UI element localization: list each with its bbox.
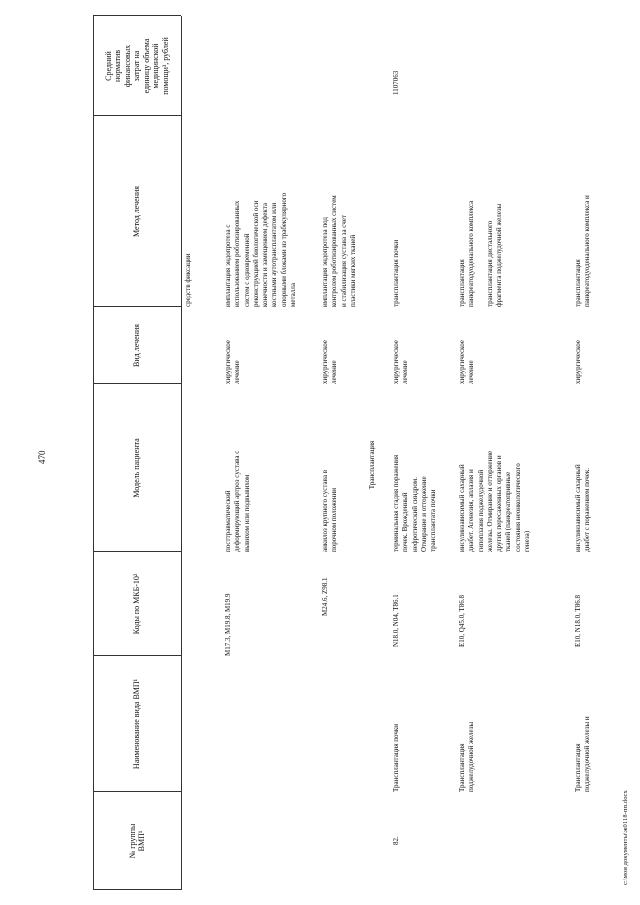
method-cell: трансплантация панкреатодуоденального комплекса и xyxy=(574,195,592,307)
page-number: 470 xyxy=(37,450,47,464)
header-vmp-name: Наименование вида ВМП¹ xyxy=(132,678,142,770)
method-cell: трансплантация дистального фрагмента поджелудочной железы xyxy=(486,203,504,307)
treatment-type-cell: хирургическое лечение xyxy=(458,340,476,384)
vmp-name-cell: Трансплантация поджелудочной железы и xyxy=(574,716,592,792)
patient-model-cell: терминальная стадия поражения почек. Врожденный нефротический синдром. Отмирание и отторжение трансплантата почки xyxy=(392,454,438,552)
method-cell: имплантация эндопротеза с использованием роботизированных систем с одновременной реконструкцией биологической оси конечности и замещением дефекта костными аутотрансплантатом или опорными блоками из трабекулярного металла xyxy=(224,192,298,307)
footer-file-path: c:\мои документы\ж0118-пп.docx xyxy=(622,790,629,885)
avg-cost-cell: 1107063 xyxy=(392,70,400,95)
header-treatment-type: Вид лечения xyxy=(132,324,142,367)
header-treatment-method: Метод лечения xyxy=(132,186,142,237)
group-number-cell: 82. xyxy=(392,836,400,845)
icd-codes-cell: M24.6, Z98.1 xyxy=(321,577,329,616)
icd-codes-cell: E10, Q45.0, T86.8 xyxy=(458,595,466,647)
icd-codes-cell: E10, N18.0, T86.8 xyxy=(574,595,582,647)
method-cell: трансплантация панкреатодуоденального комплекса xyxy=(458,200,476,307)
treatment-type-cell: хирургическое лечение xyxy=(392,340,410,384)
patient-model-cell: инсулинзависимый сахарный диабет с поражением почек. xyxy=(574,464,592,552)
header-patient-model: Модель пациента xyxy=(132,438,142,498)
icd-codes-cell: N18.0, N04, T86.1 xyxy=(392,594,400,647)
table-header-bottom-border xyxy=(181,16,182,890)
section-heading: Трансплантация xyxy=(368,440,376,490)
treatment-type-cell: хирургическое лечение xyxy=(224,340,242,384)
header-group-no: № группы ВМП¹ xyxy=(127,823,146,859)
vmp-name-cell: Трансплантация поджелудочной железы xyxy=(458,721,476,792)
method-cell: средств фиксации xyxy=(184,253,192,307)
treatment-type-cell: хирургическое xyxy=(574,340,582,384)
patient-model-cell: анкилоз крупного сустава в порочном положении xyxy=(321,469,339,552)
treatment-type-cell: хирургическое лечение xyxy=(321,340,339,384)
vmp-name-cell: Трансплантация почки xyxy=(392,723,400,792)
patient-model-cell: посттравматический деформирующий артроз сустава с вывихом или подвывихом xyxy=(224,450,251,552)
method-cell: трансплантация почки xyxy=(392,239,400,307)
header-icd-codes: Коды по МКБ-10² xyxy=(132,573,142,635)
patient-model-cell: инсулинзависимый сахарный диабет. Агенезия, аплазия и гипоплазия поджелудочной железы. Отмирание и отторжение других пересаженных органов и тканей (панкреатопривные состояния неонкологического генеза) xyxy=(458,450,532,552)
header-avg-cost: Средний норматив финансовых затрат на единицу объема медицинской помощи³, рублей xyxy=(103,37,170,95)
method-cell: имплантация эндопротеза под контролем роботизированных систем и стабилизация сустава за счет пластики мягких тканей xyxy=(321,195,357,307)
icd-codes-cell: M17.3, M19.8, M19.9 xyxy=(224,593,232,656)
